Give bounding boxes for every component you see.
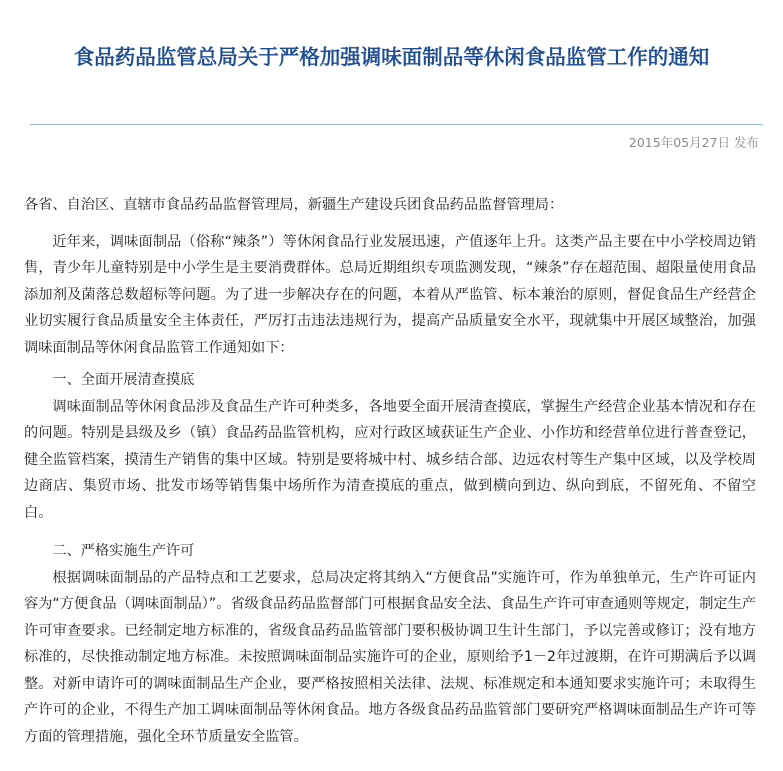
publish-date: 2015年05月27日 发布 [628, 135, 759, 150]
title-divider [30, 124, 763, 125]
page-title: 食品药品监管总局关于严格加强调味面制品等休闲食品监管工作的通知 [73, 45, 710, 69]
section-heading-2: 二、严格实施生产许可 [52, 543, 195, 559]
salutation: 各省、自治区、直辖市食品药品监督管理局，新疆生产建设兵团食品药品监督管理局： [24, 197, 564, 213]
intro-paragraph: 近年来，调味面制品（俗称“辣条”）等休闲食品行业发展迅速，产值逐年上升。这类产品主要在中小学校周边销售，青少年儿童特别是中小学生是主要消费群体。总局近期组织专项监测发现，“辣条”存在超范围、超限量使用食品添加剂及菌落总数超标等问题。为了进一步解决存在的问题，本着从严监管、标本兼治的原则，督促食品生产经营企业切实履行食品质量安全主体责任，严厉打击违法违规行为，提高产品质量安全水平，现就集中开展区域整治，加强调味面制品等休闲食品监管工作通知如下： [24, 233, 756, 356]
notice-body [24, 192, 756, 750]
section-paragraph-2: 根据调味面制品的产品特点和工艺要求，总局决定将其纳入“方便食品”实施许可，作为单独单元，生产许可证内容为“方便食品（调味面制品）”。省级食品药品监督部门可根据食品安全法、食品生产许可审查通则等规定，制定生产许可审查要求。已经制定地方标准的，省级食品药品监管部门要积极协调卫生计生部门，予以完善或修订；没有地方标准的，尽快推动制定地方标准。未按照调味面制品实施许可的企业，原则给予1－2年过渡期，在许可期满后予以调整。对新申请许可的调味面制品生产企业，要严格按照相关法律、法规、标准规定和本通知要求实施许可；未取得生产许可的企业，不得生产加工调味面制品等休闲食品。地方各级食品药品监管部门要研究严格调味面制品生产许可等方面的管理措施，强化全环节质量安全监管。 [24, 569, 756, 745]
section-heading-1: 一、全面开展清查摸底 [52, 372, 195, 388]
section-paragraph-1: 调味面制品等休闲食品涉及食品生产许可种类多，各地要全面开展清查摸底，掌握生产经营企业基本情况和存在的问题。特别是县级及乡（镇）食品药品监管机构，应对行政区域获证生产企业、小作坊和经营单位进行普查登记，健全监管档案，摸清生产销售的集中区域。特别是要将城中村、城乡结合部、边远农村等生产集中区域，以及学校周边商店、集贸市场、批发市场等销售集中场所作为清查摸底的重点，做到横向到边、纵向到底，不留死角、不留空白。 [24, 398, 756, 521]
